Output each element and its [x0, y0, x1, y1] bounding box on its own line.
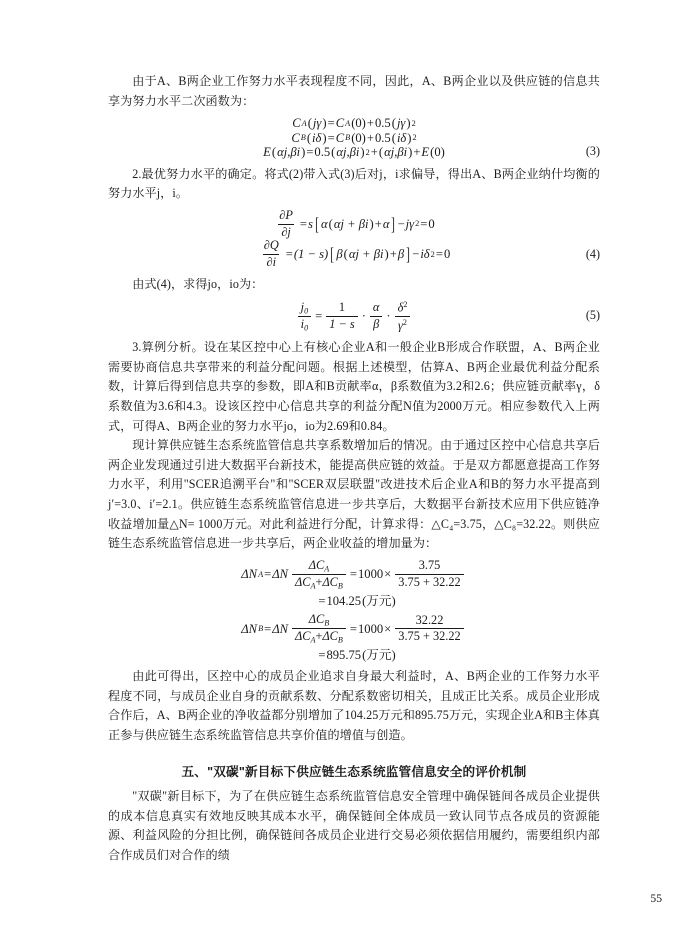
eq5-cdot-2: · — [386, 309, 391, 324]
eq4-l2-equals: = — [285, 247, 293, 262]
eqnb-result-equals: = — [318, 647, 326, 662]
eq4-l2-equals-2: = — [435, 247, 443, 262]
eqna-equals-2: = — [349, 567, 357, 582]
equation-4-number: (4) — [585, 246, 600, 261]
eq4-l2-inner-a: β — [336, 247, 343, 262]
eq3-l2-lhs-arg: iδ — [312, 130, 322, 145]
eqnb-frac-den-a: ΔC — [295, 629, 311, 644]
eqna-frac-num-sub: A — [324, 564, 330, 573]
eqnb-frac-num: ΔC — [308, 612, 325, 626]
eq3-l1-plus: + — [366, 116, 374, 131]
paragraph-3: 由式(4)，求得jo，io为： — [132, 277, 264, 292]
eqna-lhs-sub: A — [258, 569, 264, 579]
eq5-f1-num: 1 — [338, 300, 346, 315]
eqnb-unit: (万元) — [362, 647, 396, 662]
eq4-l2-minus: iδ — [420, 247, 430, 262]
eqnb-val-num: 32.22 — [415, 612, 444, 627]
eq4-l2-result: 0 — [443, 247, 451, 262]
eq4-l1-den: ∂j — [278, 224, 294, 240]
equation-5-block — [108, 300, 600, 334]
eqna-lhs: ΔN — [241, 567, 258, 582]
eq3-l1-lhs-arg: jγ — [312, 116, 322, 131]
equation-5-number: (5) — [585, 308, 600, 323]
eq5-lhs-num: j — [300, 299, 305, 314]
eq5-f1-den: 1 − s — [326, 316, 357, 332]
eq3-l2-plus: + — [366, 130, 374, 145]
eq4-l1-bracket-close: ] — [391, 213, 396, 234]
eq3-l3-plus-2: + — [413, 145, 421, 160]
paragraph-2: 2.最优努力水平的确定。将式(2)带入式(3)后对j，i求偏导，得出A、B两企业纳什均衡的努力水平j，i。 — [108, 166, 600, 201]
eqna-den-plus: + — [315, 575, 323, 590]
eq4-l1-bracket-open: [ — [315, 213, 319, 234]
eq3-l2-rhs-zero: (0) — [351, 130, 366, 145]
eq3-l1-exp: 2 — [411, 118, 416, 128]
eq4-l1-equals: = — [299, 216, 308, 231]
eqnb-den-plus: + — [315, 629, 323, 644]
eq3-l1-rhs-fn: C — [335, 116, 345, 131]
eq3-l1-sq-arg: jγ — [396, 116, 406, 131]
eqnb-lhs: ΔN — [241, 621, 258, 636]
eq5-lhs-num-sub: 0 — [304, 305, 309, 315]
eq5-f3-num: δ — [397, 300, 404, 315]
paragraph-1: 由于A、B两企业工作努力水平表现程度不同，因此，A、B两企业以及供应链的信息共享为努力水平二次函数为： — [108, 74, 600, 108]
eq3-l3-sq-arg: αj,βi — [336, 145, 360, 160]
page-content — [108, 72, 600, 866]
eq5-lhs-den-sub: 0 — [304, 323, 309, 333]
eqnb-result: 895.75 — [326, 647, 362, 662]
eqnb-equals-2: = — [349, 621, 357, 636]
eqna-frac-num: ΔC — [308, 557, 325, 572]
paragraph-4: 3.算例分析。设在某区控中心上有核心企业A和一般企业B形成合作联盟，A、B两企业需要协商信息共享带来的利益分配问题。根据上述模型，估算A、B两企业最优利益分配系数，计算后得到信息共享的参数，即A和B贡献率α，β系数值为3.2和2.6；供应链贡献率γ，δ系数值为3.6和4.3。设该区控中心信息共享的利益分配N值为2000万元。相应参数代入上两式，可得A、B两企业的努力水平jo，io为2.69和0.84。 — [108, 340, 600, 433]
eq3-l3-plus-arg: αj,βi — [384, 145, 408, 160]
eq3-l3-equals: = — [306, 145, 314, 160]
eqna-unit: (万元) — [362, 593, 396, 608]
eqnb-equals: = — [264, 621, 272, 636]
eqnb-lhs-sub: B — [258, 624, 264, 634]
eq3-l2-lhs-sub: B — [300, 133, 306, 143]
eqna-value: 1000 — [357, 567, 384, 582]
eq4-l1-num: ∂P — [279, 207, 293, 222]
eq5-equals: = — [315, 309, 323, 324]
eqna-result: 104.25 — [326, 593, 362, 608]
eq3-l3-tail-zero: (0) — [430, 145, 445, 160]
eq3-l2-rhs-fn: C — [335, 130, 345, 145]
eq5-f3-num-exp: 2 — [403, 299, 408, 309]
eq4-l1-inner-b: α — [382, 216, 390, 231]
eq4-l2-minus-sign: − — [412, 247, 420, 262]
eq3-l3-coef: 0.5 — [314, 145, 331, 160]
equation-3-line-3: E ( αj,βi ) = 0.5 ( αj,βi ) 2 + ( αj,βi ) + E (0) (3) — [263, 144, 600, 160]
eqnb-frac-num-sub: B — [324, 618, 330, 628]
eq5-f3-den-exp: 2 — [402, 317, 407, 327]
equation-delta-na-block — [108, 559, 600, 608]
equation-delta-na-line-2 — [108, 594, 600, 608]
eq4-l2-bracket-open: [ — [330, 244, 335, 265]
eq4-l1-equals-2: = — [420, 216, 428, 231]
eq4-l2-inner-b: β — [397, 247, 405, 262]
eqna-result-equals: = — [318, 593, 326, 608]
eq3-l1-equals: = — [327, 116, 335, 131]
eqna-equals: = — [264, 567, 272, 582]
equation-delta-nb-line-2 — [108, 648, 600, 662]
section-heading-5: 五、"双碳"新目标下供应链生态系统监管信息安全的评价机制 — [181, 764, 527, 779]
paragraph-5: 现计算供应链生态系统监管信息共享系数增加后的情况。由于通过区控中心信息共享后两企业发现通过引进大数据平台新技术，能提高供应链的效益。于是双方都愿意提高工作努力水平，利用"SCER追溯平台"和"SCER双层联盟"改进技术后企业A和B的努力水平提高到j′=3.0、i′=2.1。供应链生态系统监管信息进一步共享后，大数据平台新技术应用下供应链净收益增加量△N= 1000万元。对此利益进行分配，计算求得：△C₄=3.75，△C₈=32.22。则供应链生态系统监管信息进一步共享后，两企业收益的增加量为： — [108, 438, 600, 551]
eq4-l1-minus: jγ — [405, 216, 415, 231]
eq3-l1-rhs-sub: A — [345, 118, 351, 128]
equation-delta-nb-line-1 — [108, 613, 600, 645]
eqna-frac-den-b-sub: B — [337, 581, 343, 591]
eqna-times: × — [384, 567, 392, 582]
equation-4-block — [108, 209, 600, 270]
eqnb-frac-den-b: ΔC — [322, 629, 338, 644]
eq4-l2-inner-group: αj + βi — [348, 247, 384, 262]
eq3-l3-tail-fn: E — [421, 145, 430, 160]
paragraph-6: 由此可得出，区控中心的成员企业追求自身最大利益时，A、B两企业的工作努力水平程度不同，与成员企业自身的贡献系数、分配系数密切相关，且成正比关系。成员企业形成合作后，A、B两企业的净收益都分别增加了104.25万元和895.75万元，实现企业A和B主体真正参与供应链生态系统监管信息共享价值的增值与创造。 — [108, 669, 600, 743]
eq3-l3-exp: 2 — [365, 147, 370, 157]
eq3-l3-lhs-fn: E — [263, 145, 271, 160]
eq3-l1-lhs-fn: C — [292, 116, 301, 131]
equation-delta-na-line-1 — [108, 559, 600, 591]
eq4-l1-plus: + — [374, 216, 382, 231]
equation-4-line-1: $\frac{\partial P}{\partial j}$ = s [ α ( αj + βi ) + α ] − jγ 2 = 0 — [108, 209, 600, 240]
eq3-l1-lhs-sub: A — [301, 118, 307, 128]
eqna-frac-den-a: ΔC — [295, 575, 311, 590]
eqna-frac-den-b: ΔC — [322, 575, 338, 590]
eq3-l3-lhs-arg: αj,βi — [277, 145, 301, 160]
eq3-l2-rhs-sub: B — [345, 133, 351, 143]
eqna-val-num: 3.75 — [418, 558, 441, 573]
equation-3-number: (3) — [585, 144, 600, 159]
eq5-cdot-1: · — [361, 309, 366, 324]
page-number: 55 — [650, 892, 662, 905]
eqnb-times: × — [384, 621, 392, 636]
eq3-l3-plus-1: + — [370, 145, 378, 160]
eqnb-frac-den-b-sub: B — [337, 635, 343, 645]
eq3-l2-coef: 0.5 — [374, 130, 391, 145]
eqnb-rhs-factor: ΔN — [272, 621, 289, 636]
paragraph-7: "双碳"新目标下，为了在供应链生态系统监管信息安全管理中确保链间各成员企业提供的成本信息真实有效地反映其成本水平，确保链间全体成员一致认同节点各成员的资源能源、利益风险的分担比例，确保链间各成员企业进行交易必须依据信用履约，需要组织内部合作成员们对合作的绩 — [108, 789, 600, 863]
eq4-l2-minus-exp: 2 — [430, 249, 435, 259]
equation-3-line-1: C A ( jγ ) = C A (0) + 0.5 ( jγ ) 2 — [292, 116, 416, 131]
eq3-l2-exp: 2 — [412, 133, 417, 143]
eq5-f2-num: α — [372, 300, 380, 315]
eq3-l2-lhs-fn: C — [291, 130, 300, 145]
equation-5-line-1 — [108, 300, 600, 334]
eq4-l2-den: ∂i — [263, 254, 279, 270]
eq4-l1-minus-sign: − — [397, 216, 405, 231]
eq4-l1-inner-a: α — [321, 216, 328, 231]
eq4-l1-inner-group: αj + βi — [333, 216, 369, 231]
equation-4-line-2: $\frac{\partial Q}{\partial i}$ = (1 − s) [ β ( αj + βi ) + β ] − iδ 2 = 0 (4) — [108, 239, 600, 270]
eq4-l2-factor: (1 − s) — [293, 247, 329, 262]
eqnb-val-den: 3.75 + 32.22 — [395, 628, 463, 644]
eq4-l2-bracket-close: ] — [406, 244, 411, 265]
eq4-l1-s: s — [308, 216, 313, 231]
eqna-rhs-factor: ΔN — [272, 567, 289, 582]
eq4-l1-minus-exp: 2 — [415, 219, 420, 229]
eqnb-frac-den-a-sub: A — [310, 635, 316, 645]
eq5-lhs-den: i — [300, 316, 305, 331]
eq5-f3-den: γ — [398, 318, 403, 333]
eq5-f2-den: β — [370, 316, 382, 332]
eq4-l2-num: ∂Q — [263, 238, 279, 253]
spacer — [108, 746, 600, 763]
eq3-l2-equals: = — [327, 130, 335, 145]
eq4-l2-plus: + — [389, 247, 397, 262]
equation-3-block — [108, 116, 600, 159]
equation-delta-nb-block — [108, 613, 600, 662]
eq3-l1-rhs-zero: (0) — [351, 116, 366, 131]
eq3-l1-coef: 0.5 — [374, 116, 391, 131]
eqna-frac-den-a-sub: A — [310, 581, 316, 591]
eq3-l2-sq-arg: iδ — [396, 130, 407, 145]
eqna-val-den: 3.75 + 32.22 — [395, 574, 463, 590]
eq4-l1-result: 0 — [428, 216, 435, 231]
equation-3-line-2: C B ( iδ ) = C B (0) + 0.5 ( iδ ) 2 — [291, 130, 417, 145]
eqnb-value: 1000 — [357, 621, 384, 636]
